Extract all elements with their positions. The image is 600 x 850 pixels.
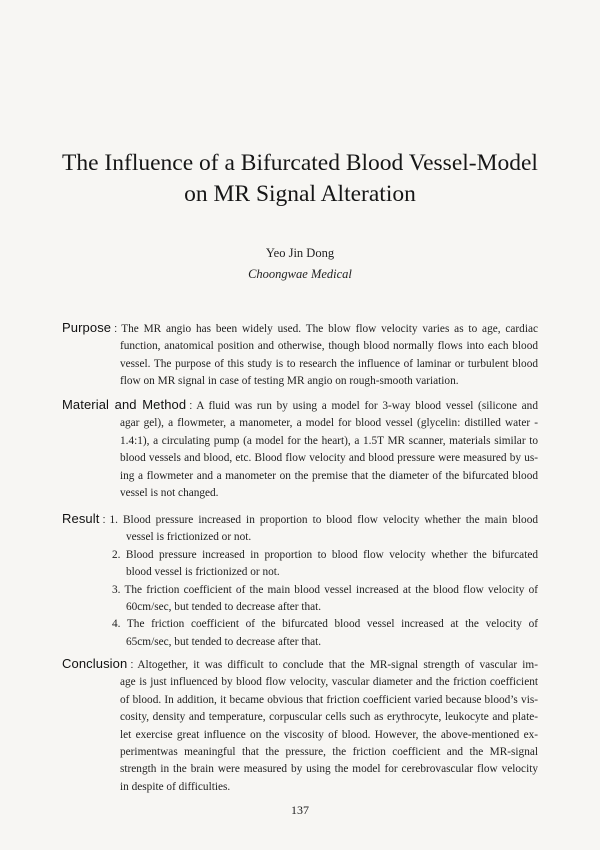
material-line-1: A fluid was run by using a model for 3-way blood vessel (silicone and xyxy=(196,400,538,412)
conclusion-line-5: let exercise great influence on the viscosity of blood. However, the above-mentioned ex- xyxy=(120,728,538,741)
conclusion-line-3: of blood. In addition, it became obvious that friction coefficient varied because blood’s vis- xyxy=(120,693,538,706)
page-number: 137 xyxy=(291,803,309,817)
conclusion-line-6: perimentwas meaningful that the pressure, the friction coefficient and the MR-signal xyxy=(120,746,538,759)
section-label-conclusion: Conclusion xyxy=(62,656,128,671)
section-label-purpose: Purpose xyxy=(62,320,112,335)
result-item-2-line-1: 2. Blood pressure increased in proportion to blood flow velocity whether the bifurcated xyxy=(112,548,538,561)
conclusion-line-7: strength in the brain were measured by using the model for cerebrovascular flow velocity xyxy=(120,763,538,776)
purpose-line-3: vessel. The purpose of this study is to research the influence of laminar or turbulent blood xyxy=(120,357,538,370)
purpose-line-1: The MR angio has been widely used. The blow flow velocity varies as to age, cardiac xyxy=(121,323,538,335)
material-line-3: 1.4:1), a circulating pump (a model for the heart), a 1.5T MR scanner, materials similar to xyxy=(120,434,538,447)
result-item-1-line-2: vessel is frictionized or not. xyxy=(126,531,252,544)
material-line-2: agar gel), a flowmeter, a manometer, a model for blood vessel (glycelin: distilled water - xyxy=(120,417,538,430)
section-label-result: Result xyxy=(62,511,100,526)
result-item-3-line-2: 60cm/sec, but tended to decrease after that. xyxy=(126,601,322,614)
material-line-4: blood vessels and blood, etc. Blood flow velocity and blood pressure were measured by us- xyxy=(120,452,538,465)
purpose-line-2: function, anatomical position and otherwise, though blood normally flows into each blood xyxy=(120,340,538,353)
conclusion-line-1: Altogether, it was difficult to conclude that the MR-signal strength of vascular im- xyxy=(137,659,538,671)
result-item-1-line-1: 1. Blood pressure increased in proportion to blood flow velocity whether the main blood xyxy=(109,514,538,526)
conclusion-line-4: cosity, density and temperature, corpuscular cells such as erythrocyte, leukocyte and plate- xyxy=(120,711,538,724)
section-conclusion: Conclusion : Altogether, it was difficult to conclude that the MR-signal strength of vascular im- age is just influenced by blood flow velocity, vascular diameter and the friction coefficient of blood. In addition, it became obvious that friction coefficient varied because blood’s vis- cosity, density and temperature, corpuscular cells such as erythrocyte, leukocyte and plate- let exercise great influence on the viscosity of blood. However, the above-mentioned ex- perimentwas meaningful that the pressure, the friction coefficient and the MR-signal strength in the brain were measured by using the model for cerebrovascular flow velocity in despite of difficulties. xyxy=(62,655,538,796)
result-item-4-line-2: 65cm/sec, but tended to decrease after that. xyxy=(126,635,322,648)
title-line-1: The Influence of a Bifurcated Blood Vessel-Model xyxy=(62,150,538,176)
section-material-method: Material and Method : A fluid was run by using a model for 3-way blood vessel (silicone and agar gel), a flowmeter, a manometer, a model for blood vessel (glycelin: distilled water - 1.4:1), a circulating pump (a model for the heart), a 1.5T MR scanner, materials similar to blood vessels and blood, etc. Blood flow velocity and blood pressure were measured by us- ing a flowmeter and a manometer on the premise that the diameter of the bifurcated blood vessel is not changed. xyxy=(62,396,538,502)
title-line-2: on MR Signal Alteration xyxy=(184,181,416,207)
result-item-2-line-2: blood vessel is frictionized or not. xyxy=(126,566,280,579)
author-affiliation: Choongwae Medical xyxy=(248,267,352,281)
material-line-6: vessel is not changed. xyxy=(120,487,219,500)
paper-title xyxy=(0,148,600,210)
section-result: Result : 1. Blood pressure increased in proportion to blood flow velocity whether the main blood vessel is frictionized or not. 2. Blood pressure increased in proportion to blood flow velocity whether the bifurcated blood vessel is frictionized or not. 3. The friction coefficient of the main blood vessel increased at the blood flow velocity of 60cm/sec, but tended to decrease after that. 4. The friction coefficient of the bifurcated blood vessel increased at the velocity of 65cm/sec, but tended to decrease after that. xyxy=(62,510,538,651)
result-item-4-line-1: 4. The friction coefficient of the bifurcated blood vessel increased at the velocity of xyxy=(112,618,538,631)
author-name: Yeo Jin Dong xyxy=(265,246,335,260)
conclusion-line-2: age is just influenced by blood flow velocity, vascular diameter and the friction coefficient xyxy=(120,676,538,689)
section-purpose: Purpose : The MR angio has been widely used. The blow flow velocity varies as to age, cardiac function, anatomical position and otherwise, though blood normally flows into each blood vessel. The purpose of this study is to research the influence of laminar or turbulent blood flow on MR signal in case of testing MR angio on rough-smooth variation. xyxy=(62,319,538,391)
conclusion-line-8: in despite of difficulties. xyxy=(120,780,231,793)
result-item-3-line-1: 3. The friction coefficient of the main blood vessel increased at the blood flow velocity of xyxy=(112,583,538,596)
purpose-line-4: flow on MR signal in case of testing MR angio on rough-smooth variation. xyxy=(120,375,459,388)
material-line-5: ing a flowmeter and a manometer on the premise that the diameter of the bifurcated blood xyxy=(120,469,538,482)
section-label-material-method: Material and Method xyxy=(62,397,187,412)
